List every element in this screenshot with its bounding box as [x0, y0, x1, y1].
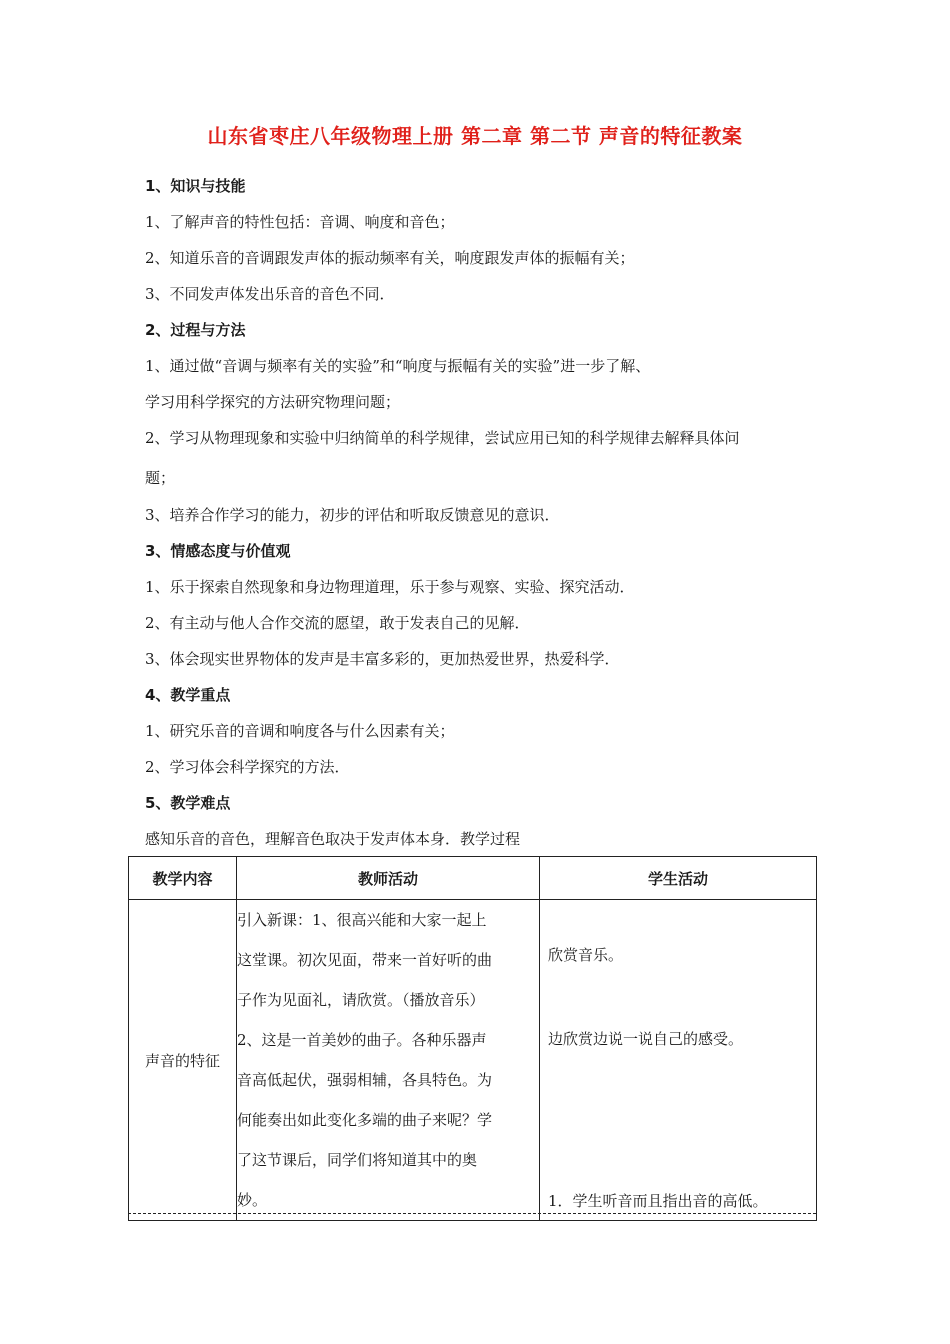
list-item: 1、乐于探索自然现象和身边物理道理，乐于参与观察、实验、探究活动．: [145, 578, 635, 596]
list-item: 3、体会现实世界物体的发声是丰富多彩的，更加热爱世界，热爱科学．: [145, 650, 620, 668]
list-item: 3、培养合作学习的能力，初步的评估和听取反馈意见的意识．: [145, 506, 560, 524]
header-student-activity: 学生活动: [540, 857, 817, 900]
list-item: 2、知道乐音的音调跟发声体的振动频率有关，响度跟发声体的振幅有关；: [145, 249, 635, 267]
student-activity-cell: [540, 900, 817, 1221]
teacher-line: 了这节课后，同学们将知道其中的奥: [237, 1151, 478, 1169]
list-item: 学习用科学探究的方法研究物理问题；: [145, 393, 401, 411]
page-break-divider: [128, 1213, 816, 1214]
content-cell: [129, 900, 237, 1221]
section-heading-key-points: 4、教学重点: [145, 686, 231, 704]
list-item: 感知乐音的音色，理解音色取决于发声体本身．教学过程: [145, 830, 521, 848]
teacher-line: 妙。: [237, 1191, 268, 1209]
teacher-line: 音高低起伏，强弱相辅，各具特色。为: [237, 1071, 493, 1089]
student-activity-text: 边欣赏边说一说自己的感受。: [548, 1030, 744, 1048]
lesson-table: [128, 856, 817, 1221]
list-item: 题；: [145, 469, 176, 487]
teacher-line: 子作为见面礼，请欣赏。（播放音乐）: [237, 991, 485, 1009]
teacher-line: 这堂课。初次见面，带来一首好听的曲: [237, 951, 493, 969]
teacher-activity-cell: [237, 900, 540, 1221]
teacher-line: 引入新课：1、很高兴能和大家一起上: [237, 911, 487, 929]
list-item: 1、通过做“音调与频率有关的实验”和“响度与振幅有关的实验”进一步了解、: [145, 357, 651, 375]
student-activity-text: 欣赏音乐。: [548, 946, 624, 964]
header-teacher-activity: 教师活动: [237, 857, 540, 900]
table-header-row: [129, 857, 817, 900]
document-title: 山东省枣庄八年级物理上册 第二章 第二节 声音的特征教案: [207, 124, 743, 148]
list-item: 2、有主动与他人合作交流的愿望，敢于发表自己的见解．: [145, 614, 530, 632]
student-activity-text: 1．学生听音而且指出音的高低。: [548, 1192, 768, 1210]
list-item: 1、了解声音的特性包括：音调、响度和音色；: [145, 213, 455, 231]
section-heading-attitude: 3、情感态度与价值观: [145, 542, 291, 560]
section-heading-knowledge: 1、知识与技能: [145, 177, 246, 195]
teacher-line: 2、这是一首美妙的曲子。各种乐器声: [237, 1031, 487, 1049]
content-text: 声音的特征: [144, 1051, 220, 1070]
teacher-line: 何能奏出如此变化多端的曲子来呢？学: [237, 1111, 493, 1129]
section-heading-difficulty: 5、教学难点: [145, 794, 231, 812]
section-heading-process: 2、过程与方法: [145, 321, 246, 339]
list-item: 2、学习体会科学探究的方法．: [145, 758, 350, 776]
list-item: 1、研究乐音的音调和响度各与什么因素有关；: [145, 722, 455, 740]
table-row: [129, 900, 817, 1221]
header-content: 教学内容: [129, 857, 237, 900]
list-item: 2、学习从物理现象和实验中归纳简单的科学规律，尝试应用已知的科学规律去解释具体问: [145, 429, 740, 447]
list-item: 3、不同发声体发出乐音的音色不同．: [145, 285, 395, 303]
